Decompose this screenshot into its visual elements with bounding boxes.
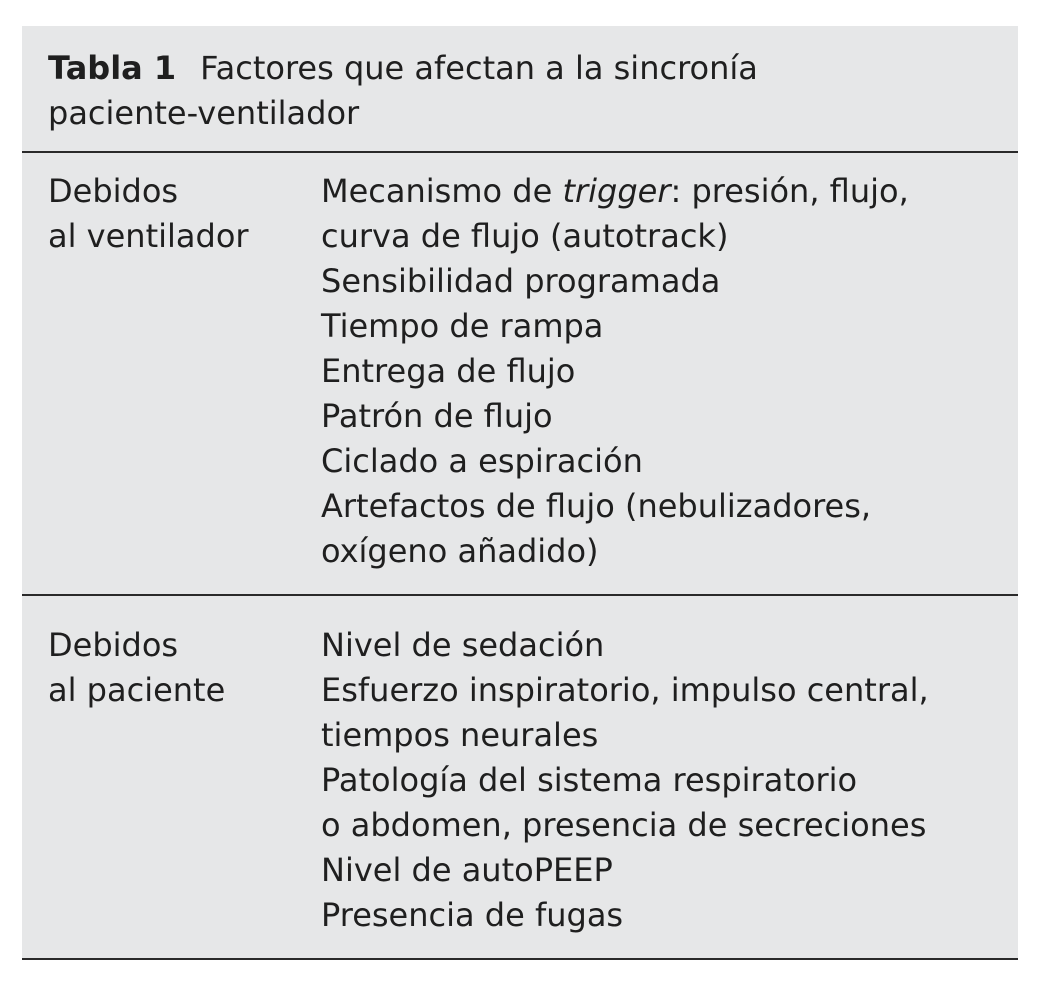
list-item: Mecanismo de trigger: presión, flujo, curva de flujo (autotrack) bbox=[321, 172, 909, 255]
list-item: Patología del sistema respiratorio o abdomen, presencia de secreciones bbox=[321, 761, 927, 844]
list-item: Patrón de flujo bbox=[321, 397, 553, 435]
footer-rule bbox=[22, 958, 1018, 960]
factor-list bbox=[321, 169, 1001, 574]
table-title: Factores que afectan a la sincronía paciente-ventilador bbox=[48, 49, 758, 132]
table-label: Tabla 1 bbox=[48, 49, 177, 87]
list-item: Esfuerzo inspiratorio, impulso central, tiempos neurales bbox=[321, 671, 929, 754]
list-item: Tiempo de rampa bbox=[321, 307, 604, 345]
list-item: Presencia de fugas bbox=[321, 896, 624, 934]
row-category: Debidos al paciente bbox=[48, 626, 226, 709]
row-category: Debidos al ventilador bbox=[48, 172, 249, 255]
header-rule bbox=[22, 151, 1018, 153]
list-item: Entrega de flujo bbox=[321, 352, 576, 390]
list-item: Sensibilidad programada bbox=[321, 262, 721, 300]
list-item: Nivel de sedación bbox=[321, 626, 605, 664]
list-item: Ciclado a espiración bbox=[321, 442, 643, 480]
row-divider bbox=[22, 594, 1018, 596]
table-caption bbox=[48, 46, 978, 136]
table-panel bbox=[22, 26, 1018, 960]
list-item: Artefactos de flujo (nebulizadores, oxígeno añadido) bbox=[321, 487, 872, 570]
list-item: Nivel de autoPEEP bbox=[321, 851, 613, 889]
factor-list bbox=[321, 623, 1001, 938]
